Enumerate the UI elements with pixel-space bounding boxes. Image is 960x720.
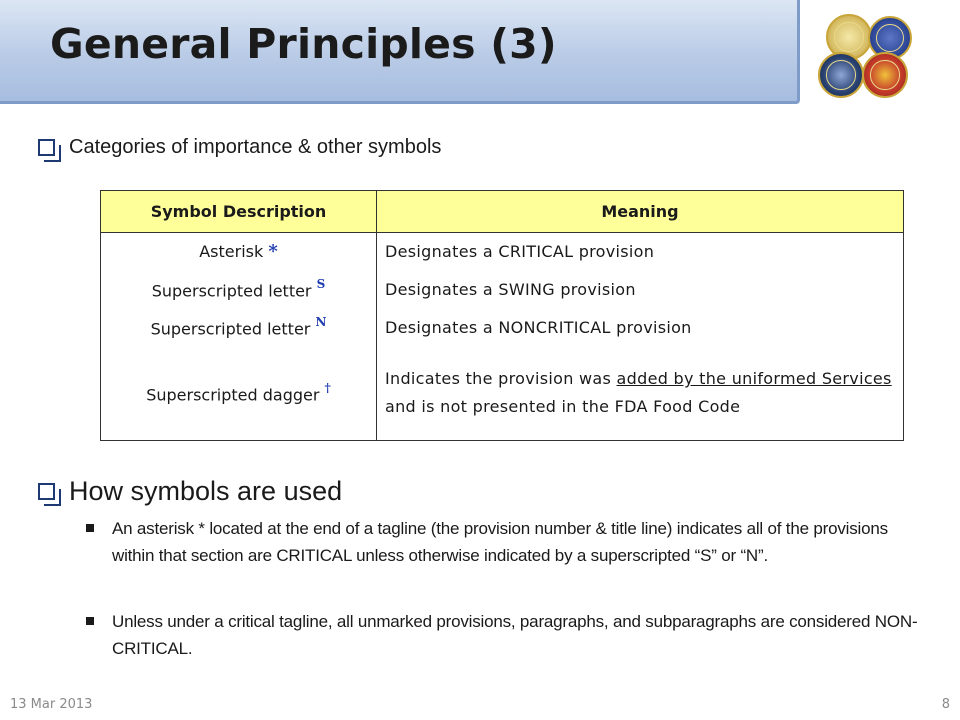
- symbols-table: [100, 190, 904, 441]
- table-header-meaning: Meaning: [377, 191, 904, 233]
- superscript-s-symbol: S: [316, 276, 326, 291]
- dagger-symbol: †: [324, 380, 331, 395]
- symbol-description-cell: [101, 347, 377, 441]
- checkbox-bullet-icon: [38, 483, 55, 500]
- square-bullet-icon: [86, 617, 94, 625]
- military-seals-logo: [818, 14, 958, 100]
- list-item-text: Unless under a critical tagline, all unmarked provisions, paragraphs, and subparagraphs are considered NON-CRITICAL.: [112, 612, 918, 658]
- table-row: [101, 271, 904, 309]
- asterisk-symbol: *: [268, 241, 278, 263]
- table-row: [101, 233, 904, 271]
- table-row: [101, 347, 904, 441]
- meaning-cell: Designates a NONCRITICAL provision: [377, 309, 904, 347]
- footer-date: 13 Mar 2013: [10, 697, 93, 712]
- symbol-description-text: Superscripted letter: [151, 281, 312, 301]
- table-header-symbol-description: Symbol Description: [101, 191, 377, 233]
- checkbox-bullet-icon: [38, 139, 55, 156]
- marine-corps-seal-icon: [862, 52, 908, 98]
- meaning-cell: Designates a SWING provision: [377, 271, 904, 309]
- symbol-description-text: Superscripted letter: [150, 319, 311, 339]
- list-item: [86, 515, 926, 569]
- meaning-cell: Designates a CRITICAL provision: [377, 233, 904, 271]
- section-heading-text: Categories of importance & other symbols: [69, 136, 442, 158]
- symbol-description-cell: [101, 309, 377, 347]
- square-bullet-icon: [86, 524, 94, 532]
- meaning-underlined-text: added by the uniformed Services: [616, 369, 892, 389]
- list-item: [86, 608, 926, 662]
- symbol-description-text: Superscripted dagger: [146, 384, 320, 404]
- page-number: 8: [941, 697, 950, 712]
- slide-title: General Principles (3): [50, 20, 557, 68]
- section-heading-text: How symbols are used: [69, 476, 343, 506]
- section-heading-categories: [38, 136, 441, 159]
- symbol-description-text: Asterisk: [199, 242, 264, 262]
- superscript-n-symbol: N: [315, 314, 327, 329]
- list-item-text: An asterisk * located at the end of a tagline (the provision number & title line) indicates all of the provisions within that section are CRITICAL unless otherwise indicated by a superscripted “S” or “N”.: [112, 519, 888, 565]
- table-row: [101, 309, 904, 347]
- meaning-text: and is not presented in the FDA Food Code: [385, 397, 741, 417]
- navy-seal-icon: [818, 52, 864, 98]
- section-heading-usage: [38, 476, 342, 507]
- symbol-description-cell: [101, 233, 377, 271]
- meaning-cell: [377, 347, 904, 441]
- symbol-description-cell: [101, 271, 377, 309]
- meaning-text: Indicates the provision was: [385, 369, 617, 389]
